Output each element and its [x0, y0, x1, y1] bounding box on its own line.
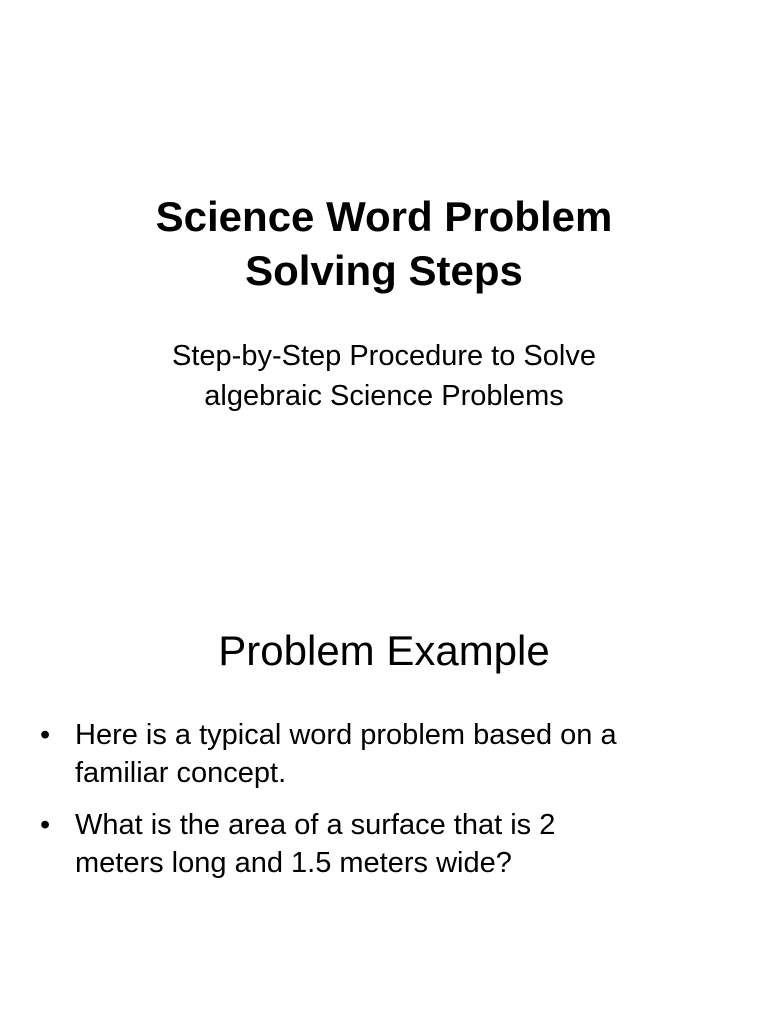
- slide-subtitle-line: Step-by-Step Procedure to Solve: [172, 340, 596, 372]
- bullet-text-line: What is the area of a surface that is 2: [75, 809, 556, 841]
- content-slide: [0, 512, 768, 1024]
- bullet-item: [40, 716, 730, 792]
- slide-title-line: Solving Steps: [245, 247, 523, 294]
- slide-subtitle: [0, 336, 768, 416]
- content-slide-title: Problem Example: [218, 627, 550, 674]
- bullet-marker: •: [40, 719, 51, 751]
- slide-subtitle-line: algebraic Science Problems: [204, 380, 564, 412]
- bullet-marker: •: [40, 809, 51, 841]
- slide-title-line: Science Word Problem: [155, 193, 613, 240]
- bullet-text-line: Here is a typical word problem based on a: [75, 719, 617, 751]
- slide-title: [0, 190, 768, 298]
- bullet-text-line: familiar concept.: [75, 757, 287, 789]
- bullet-text-line: meters long and 1.5 meters wide?: [75, 847, 512, 879]
- bullet-item: [40, 806, 730, 882]
- bullet-list: [40, 716, 730, 896]
